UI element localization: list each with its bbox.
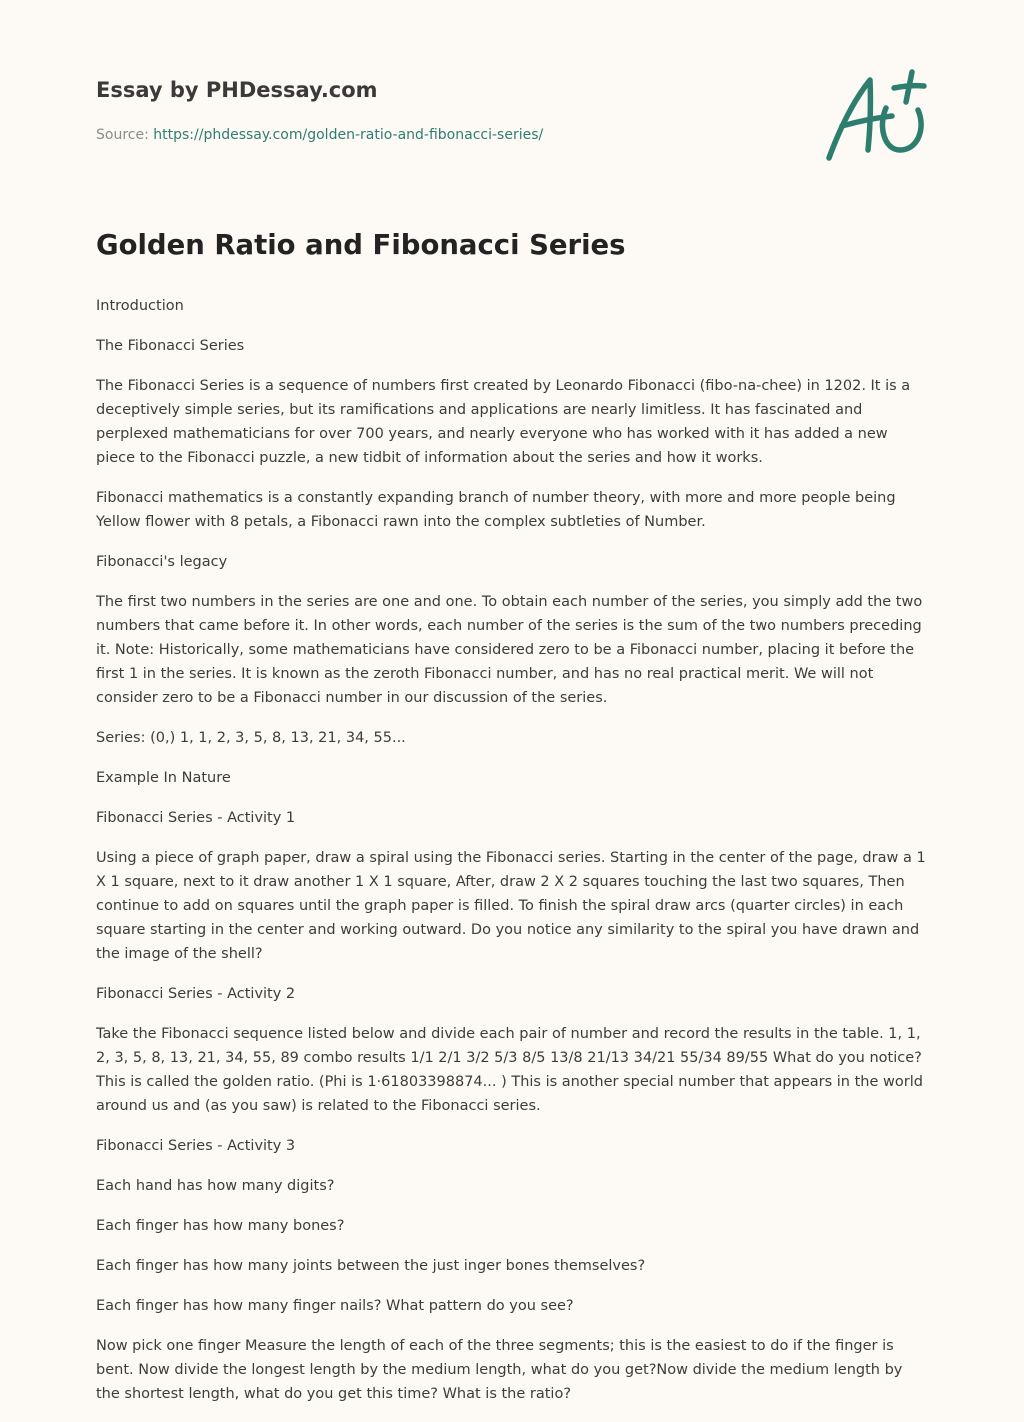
- source-label: Source:: [96, 127, 149, 143]
- article-paragraph: Fibonacci Series - Activity 2: [96, 986, 296, 1002]
- article-title: Golden Ratio and Fibonacci Series: [96, 229, 626, 261]
- article-paragraph: Each hand has how many digits?: [96, 1178, 335, 1194]
- a-plus-logo-icon[interactable]: [818, 66, 930, 166]
- article-paragraph: Fibonacci mathematics is a constantly expanding branch of number theory, with more and more people being Yellow flower with 8 petals, a Fibonacci rawn into the complex subtleties of Number.: [96, 490, 896, 530]
- article-paragraph: Using a piece of graph paper, draw a spiral using the Fibonacci series. Starting in the center of the page, draw a 1 X 1 square, next to it draw another 1 X 1 square, After, draw 2 X 2 squares touching the last two squares, Then continue to add on squares until the graph paper is filled. To finish the spiral draw arcs (quarter circles) in each square starting in the center and working outward. Do you notice any similarity to the spiral you have drawn and the image of the shell?: [96, 850, 926, 962]
- article-paragraph: Fibonacci Series - Activity 1: [96, 810, 296, 826]
- article-paragraph: Take the Fibonacci sequence listed below and divide each pair of number and record the results in the table. 1, 1, 2, 3, 5, 8, 13, 21, 34, 55, 89 combo results 1/1 2/1 3/2 5/3 8/5 13/8 21/13 34/21 55/34 89/55 What do you notice? This is called the golden ratio. (Phi is 1·61803398874... ) This is another special number that appears in the world around us and (as you saw) is related to the Fibonacci series.: [96, 1026, 923, 1114]
- source-link[interactable]: https://phdessay.com/golden-ratio-and-fibonacci-series/: [153, 127, 544, 143]
- article-paragraph: Now pick one finger Measure the length of each of the three segments; this is the easiest to do if the finger is bent. Now divide the longest length by the medium length, what do you get?Now divide the medium length by the shortest length, what do you get this time? What is the ratio?: [96, 1338, 903, 1402]
- article-paragraph: Fibonacci Series - Activity 3: [96, 1138, 296, 1154]
- source-line: [96, 126, 543, 144]
- article-paragraph: Introduction: [96, 298, 184, 314]
- article-paragraph: The Fibonacci Series: [96, 338, 245, 354]
- article-paragraph: The first two numbers in the series are one and one. To obtain each number of the series, you simply add the two numbers that came before it. In other words, each number of the series is the sum of the two numbers preceding it. Note: Historically, some mathematicians have considered zero to be a Fibonacci number, placing it before the first 1 in the series. It is known as the zeroth Fibonacci number, and has no real practical merit. We will not consider zero to be a Fibonacci number in our discussion of the series.: [96, 594, 923, 706]
- article-paragraph: Each finger has how many finger nails? What pattern do you see?: [96, 1298, 574, 1314]
- article-paragraph: The Fibonacci Series is a sequence of numbers first created by Leonardo Fibonacci (fibo-na-chee) in 1202. It is a deceptively simple series, but its ramifications and applications are nearly limitless. It has fascinated and perplexed mathematicians for over 700 years, and nearly everyone who has worked with it has added a new piece to the Fibonacci puzzle, a new tidbit of information about the series and how it works.: [96, 378, 911, 466]
- site-header: [96, 76, 796, 143]
- article-paragraph: Fibonacci's legacy: [96, 554, 228, 570]
- article-body: [96, 294, 928, 1406]
- essay-article: [96, 226, 928, 1422]
- site-title: Essay by PHDessay.com: [96, 78, 378, 102]
- article-paragraph: Each finger has how many bones?: [96, 1218, 345, 1234]
- article-paragraph: Series: (0,) 1, 1, 2, 3, 5, 8, 13, 21, 34, 55...: [96, 730, 406, 746]
- article-paragraph: Example In Nature: [96, 770, 231, 786]
- article-paragraph: Each finger has how many joints between the just inger bones themselves?: [96, 1258, 646, 1274]
